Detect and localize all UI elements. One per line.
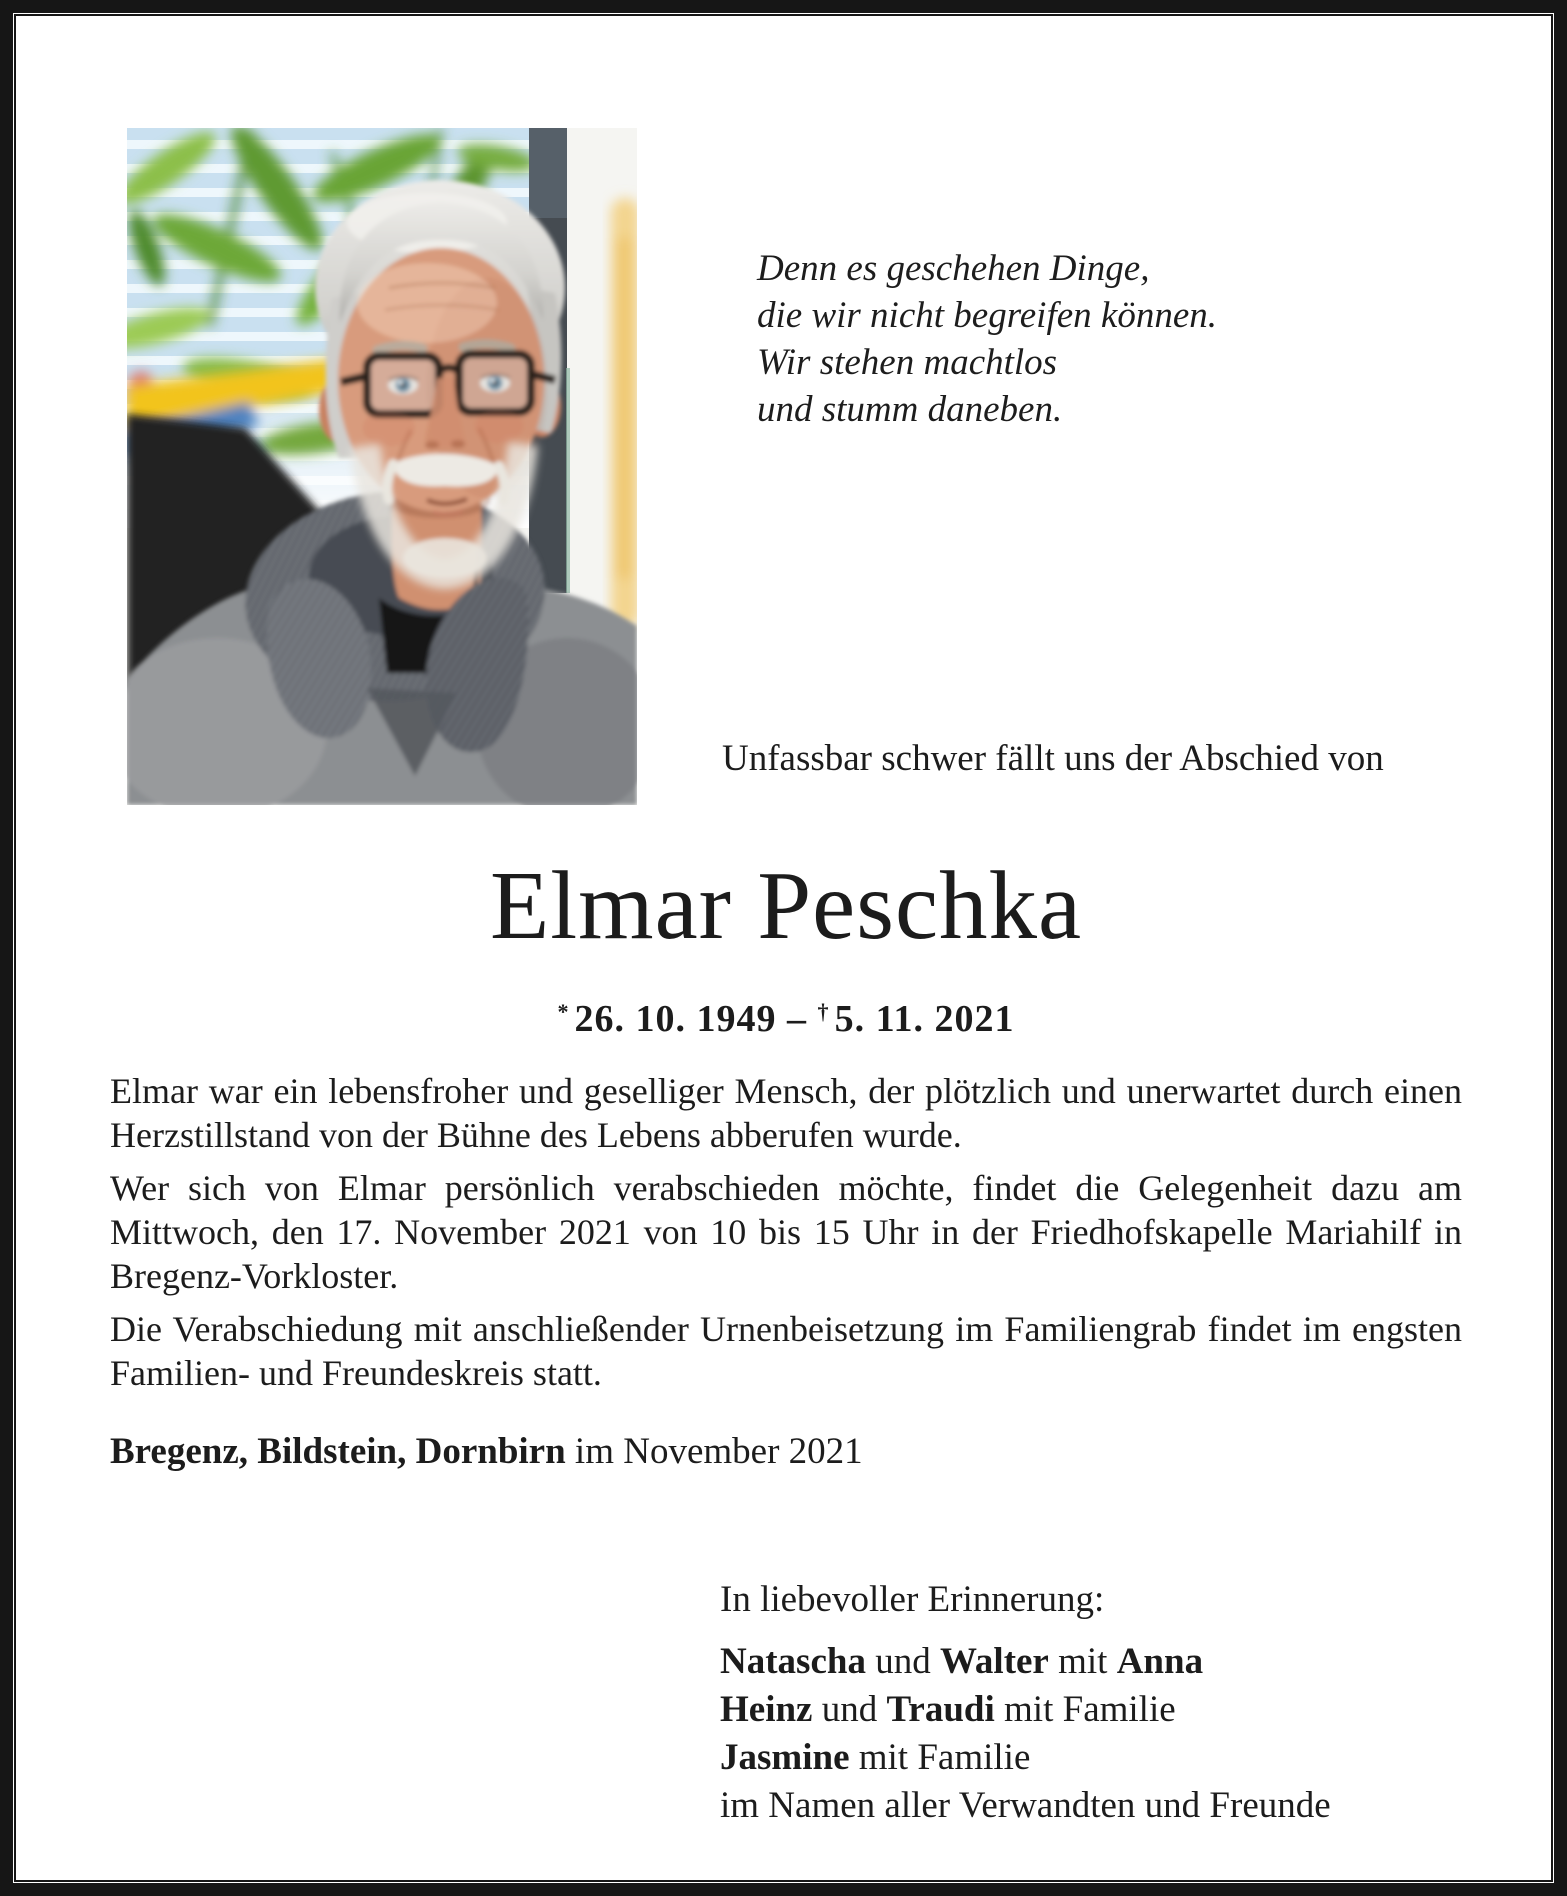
quote-line: Denn es geschehen Dinge,	[757, 248, 1150, 289]
mourner-line	[720, 1734, 1480, 1782]
text-segment: und	[865, 1641, 940, 1682]
deceased-name: Elmar Peschka	[489, 852, 1083, 959]
right-eyebrow	[463, 344, 511, 348]
obituary-paragraph: Die Verabschiedung mit anschließender Urnenbeisetzung im Familiengrab findet im engsten Familien- und Freundeskreis statt.	[110, 1309, 1462, 1393]
text-segment: und	[812, 1689, 887, 1730]
death-cross-icon: †	[817, 998, 830, 1024]
text-segment: Anna	[1116, 1641, 1204, 1682]
remembrance-heading: In liebevoller Erinnerung:	[720, 1579, 1105, 1620]
obituary-body	[110, 1069, 1462, 1474]
mourner-line	[720, 1686, 1480, 1734]
remembrance-column	[720, 1576, 1480, 1830]
obituary-paragraph: Elmar war ein lebensfroher und geselliger Mensch, der plötzlich und unerwartet durch einen Herzstillstand von der Bühne des Lebens abberufen wurde.	[110, 1071, 1462, 1155]
yellow-strip	[611, 198, 637, 628]
left-eyebrow	[377, 345, 423, 350]
life-dates	[110, 997, 1462, 1041]
birth-star-icon: *	[557, 998, 570, 1024]
farewell-intro: Unfassbar schwer fällt uns der Abschied von	[722, 738, 1384, 779]
text-segment: 26. 10. 1949 –	[574, 998, 818, 1040]
text-segment: Heinz	[720, 1689, 813, 1730]
quote-line: die wir nicht begreifen können.	[757, 295, 1217, 336]
city-date-line	[110, 1430, 1462, 1474]
text-segment: mit Familie	[849, 1737, 1031, 1778]
text-segment: im November 2021	[565, 1431, 863, 1472]
text-segment: Bregenz, Bildstein, Dornbirn	[110, 1431, 566, 1472]
portrait-illustration	[127, 128, 637, 805]
text-segment: Walter	[939, 1641, 1049, 1682]
text-segment: mit Familie	[994, 1689, 1176, 1730]
mourner-line	[720, 1638, 1480, 1686]
text-segment: im Namen aller Verwandten und Freunde	[720, 1785, 1331, 1826]
memorial-quote	[757, 245, 1397, 433]
text-segment: Natascha	[720, 1641, 866, 1682]
quote-line: und stumm daneben.	[757, 389, 1063, 430]
mourner-line	[720, 1782, 1480, 1830]
text-segment: Traudi	[886, 1689, 995, 1730]
portrait-photo	[127, 128, 637, 805]
quote-line: Wir stehen machtlos	[757, 342, 1058, 383]
text-segment: 5. 11. 2021	[834, 998, 1015, 1040]
text-segment: Jasmine	[720, 1737, 850, 1778]
obituary-paragraph: Wer sich von Elmar persönlich verabschieden möchte, findet die Gelegenheit dazu am Mittwoch, den 17. November 2021 von 10 bis 15 Uhr in der Friedhofskapelle Mariahilf in Bregenz-Vorkloster.	[110, 1168, 1462, 1296]
text-segment: mit	[1048, 1641, 1117, 1682]
